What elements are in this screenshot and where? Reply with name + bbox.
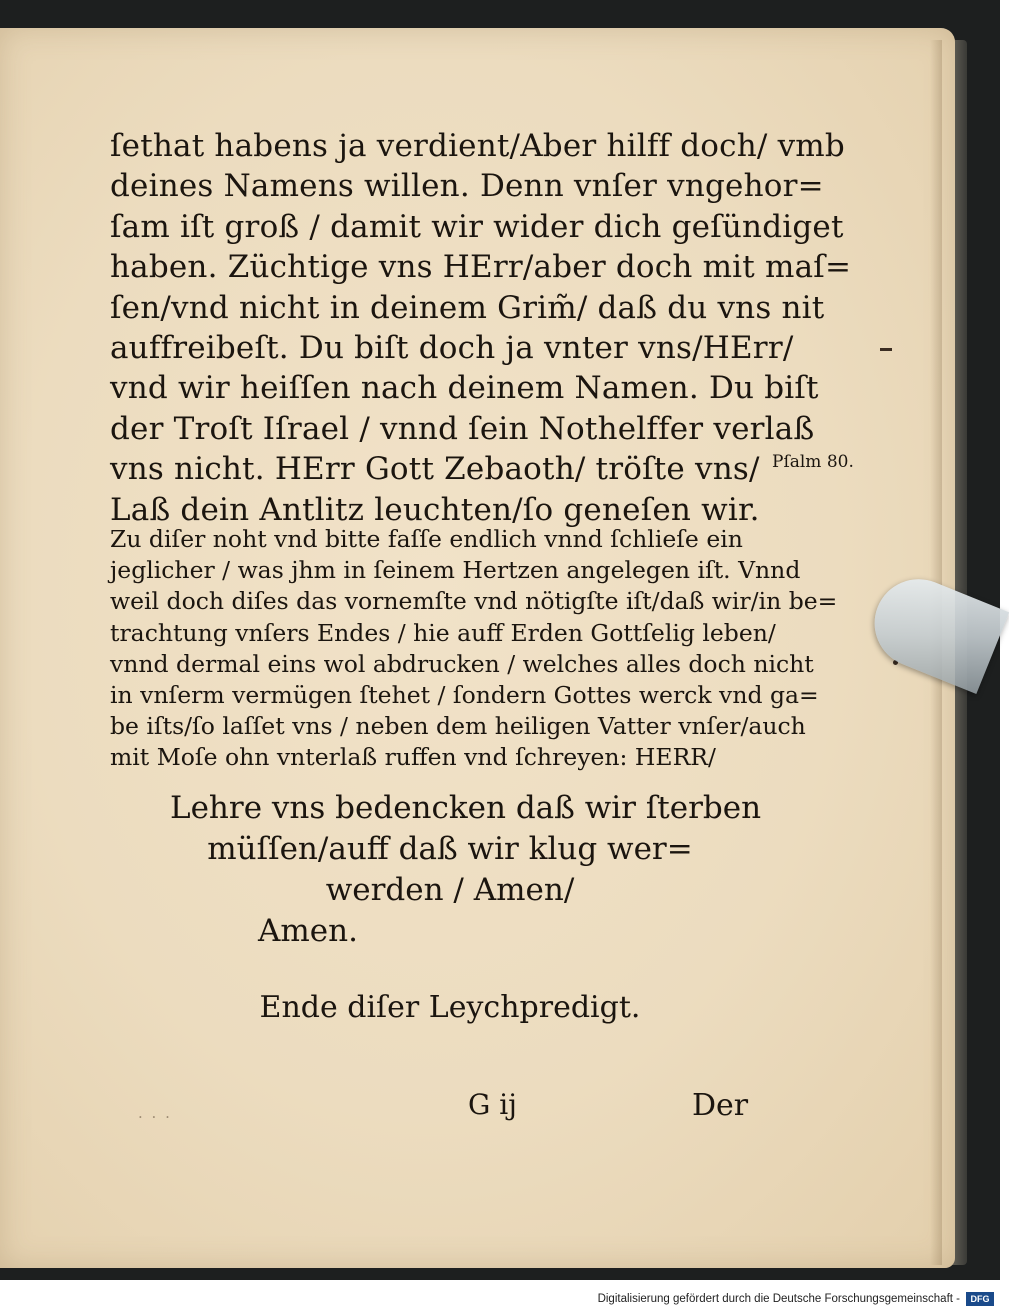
- prayer-line: weil doch diſes das vornemſte vnd nötigſte iſt/daß wir/in be=: [110, 587, 838, 616]
- closing-line: werden / Amen/: [325, 872, 575, 908]
- prayer-line: mit Moſe ohn vnterlaß ruffen vnd ſchreyen: HERR/: [110, 743, 716, 772]
- closing-amen: Amen.: [258, 913, 358, 949]
- prayer-line: be iſts/ſo laſſet vns / neben dem heiligen Vatter vnſer/auch: [110, 712, 806, 741]
- signature-mark: G ij: [468, 1088, 517, 1121]
- prayer-line: vnnd dermal eins wol abdrucken / welches alles doch nicht: [110, 649, 814, 678]
- prayer-line: jeglicher / was jhm in ſeinem Hertzen angelegen iſt. Vnnd: [110, 556, 801, 585]
- margin-dash-mark: [880, 348, 892, 351]
- text-line: auffreibeſt. Du biſt doch ja vnter vns/HErr/: [110, 329, 794, 366]
- text-line: der Troſt Iſrael / vnnd ſein Nothelffer verlaß: [110, 410, 815, 447]
- prayer-paragraph: [110, 524, 838, 774]
- closing-line: müſſen/auff daß wir klug wer=: [207, 831, 693, 867]
- edge-ink-mark: · · ·: [138, 1108, 172, 1126]
- footer-bar: [0, 1280, 1000, 1311]
- footer-credit: Digitalisierung gefördert durch die Deutsche Forschungsgemeinschaft -: [597, 1293, 960, 1305]
- text-line: vns nicht. HErr Gott Zebaoth/ tröſte vns/: [110, 451, 760, 488]
- closing-verse: [170, 788, 762, 952]
- margin-note-psalm: Pſalm 80.: [772, 452, 854, 472]
- text-line: Laß dein Antlitz leuchten/ſo geneſen wir.: [110, 491, 760, 528]
- text-line: ſethat habens ja verdient/Aber hilff doch/ vmb: [110, 128, 845, 164]
- text-line: vnd wir heiſſen nach deinem Namen. Du biſt: [110, 370, 819, 407]
- prayer-line: Zu diſer noht vnd bitte faſſe endlich vnnd ſchlieſe ein: [110, 525, 743, 553]
- catchword: Der: [692, 1088, 749, 1123]
- text-line: ſen/vnd nicht in deinem Grim̃/ daß du vns nit: [110, 289, 825, 326]
- ending-heading: Ende diſer Leychpredigt.: [259, 990, 641, 1025]
- text-line: ſam iſt groß / damit wir wider dich geſündiget: [110, 208, 844, 245]
- prayer-line: in vnſerm vermügen ſtehet / ſondern Gottes werck vnd ga=: [110, 680, 819, 709]
- dfg-logo-icon[interactable]: DFG: [966, 1292, 994, 1306]
- closing-line: Lehre vns bedencken daß wir ſterben: [170, 790, 762, 826]
- prayer-line: trachtung vnſers Endes / hie auff Erden Gottſelig leben/: [110, 618, 776, 647]
- text-line: haben. Züchtige vns HErr/aber doch mit maſ=: [110, 249, 852, 286]
- text-line: deines Namens willen. Denn vnſer vngehor=: [110, 168, 824, 205]
